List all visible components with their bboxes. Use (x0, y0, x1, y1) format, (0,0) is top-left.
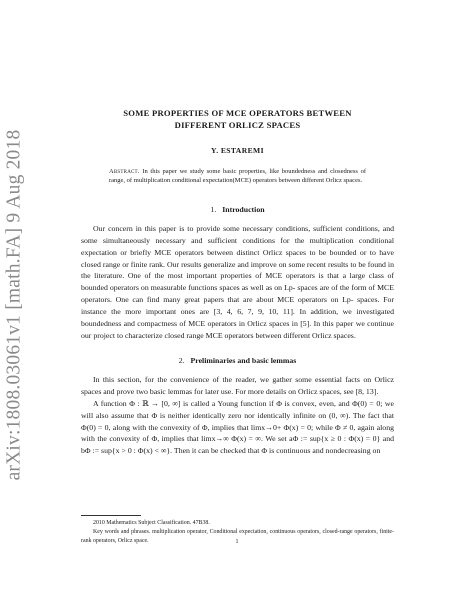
arxiv-identifier-stamp (2, 24, 26, 586)
abstract-text: In this paper we study some basic properties, like boundedness and closedness of range, of multiplication conditional expectation(MCE) operators between different Orlicz spaces. (109, 168, 366, 185)
paper-title (81, 108, 394, 131)
section-2-number: 2. (178, 355, 185, 365)
footnote-rule (81, 515, 141, 516)
paper-title-line2: DIFFERENT ORLICZ SPACES (174, 119, 301, 130)
paper-title-line1: SOME PROPERTIES OF MCE OPERATORS BETWEEN (123, 108, 352, 118)
paper-author: Y. ESTAREMI (211, 146, 264, 155)
abstract (109, 167, 366, 186)
footnote-keywords: Key words and phrases. multiplication operator, Conditional expectation, continuous operators, closed-range operators, finite-rank operators, Orlicz space. (81, 529, 394, 544)
section-2-paragraph-2: A function Φ : ℝ → [0, ∞] is called a Young function if Φ is convex, even, and Φ(0) = 0; we will also assume that Φ is neither identically zero nor identically infinite on (0, ∞). The fact that Φ(0) = 0, along with the convexity of Φ, implies that limx→0+ Φ(x) = 0; while Φ ≠ 0, again along with the convexity of Φ, implies that limx→∞ Φ(x) = ∞. We set aΦ := sup{x ≥ 0 : Φ(x) = 0} and bΦ := sup{x > 0 : Φ(x) < ∞}. Then it can be checked that Φ is continuous and nondecreasing on (81, 398, 394, 456)
section-2-title: Preliminaries and basic lemmas (190, 355, 297, 365)
paper-body (81, 108, 394, 457)
section-1-number: 1. (210, 204, 217, 214)
section-2-heading (81, 356, 394, 365)
section-1-title: Introduction (222, 204, 265, 214)
section-1-heading (81, 205, 394, 214)
footnote-msc: 2010 Mathematics Subject Classification. 47B38. (93, 520, 210, 526)
arxiv-identifier-text: arXiv:1808.03061v1 [math.FA] 9 Aug 2018 (3, 129, 24, 481)
abstract-label: Abstract. (109, 168, 140, 175)
section-2-paragraph-1: In this section, for the convenience of the reader, we gather some essential facts on Orlicz spaces and prove two basic lemmas for later use. For more details on Orlicz spaces, see [8, 13]. (81, 374, 394, 396)
page-number: 1 (235, 539, 239, 545)
section-1-paragraph: Our concern in this paper is to provide some necessary conditions, sufficient conditions, and some simultaneously necessary and sufficient conditions for the multiplication conditional expectation or briefly MCE operators between distinct Orlicz spaces to be bounded or to have closed range or finite rank. Our results generalize and improve on some recent results to be found in the literature. One of the most important properties of MCE operators is that a large class of bounded operators on measurable functions spaces as well as on Lp- spaces are of the form of MCE operators. One can find many great papers that are about MCE operators on Lp- spaces. For instance the more important ones are [3, 4, 6, 7, 9, 10, 11]. In addition, we investigated boundedness and compactness of MCE operators in Orlicz spaces in [5]. In this paper we continue our project to characterize closed range MCE operators between different Orlicz spaces. (81, 223, 394, 340)
